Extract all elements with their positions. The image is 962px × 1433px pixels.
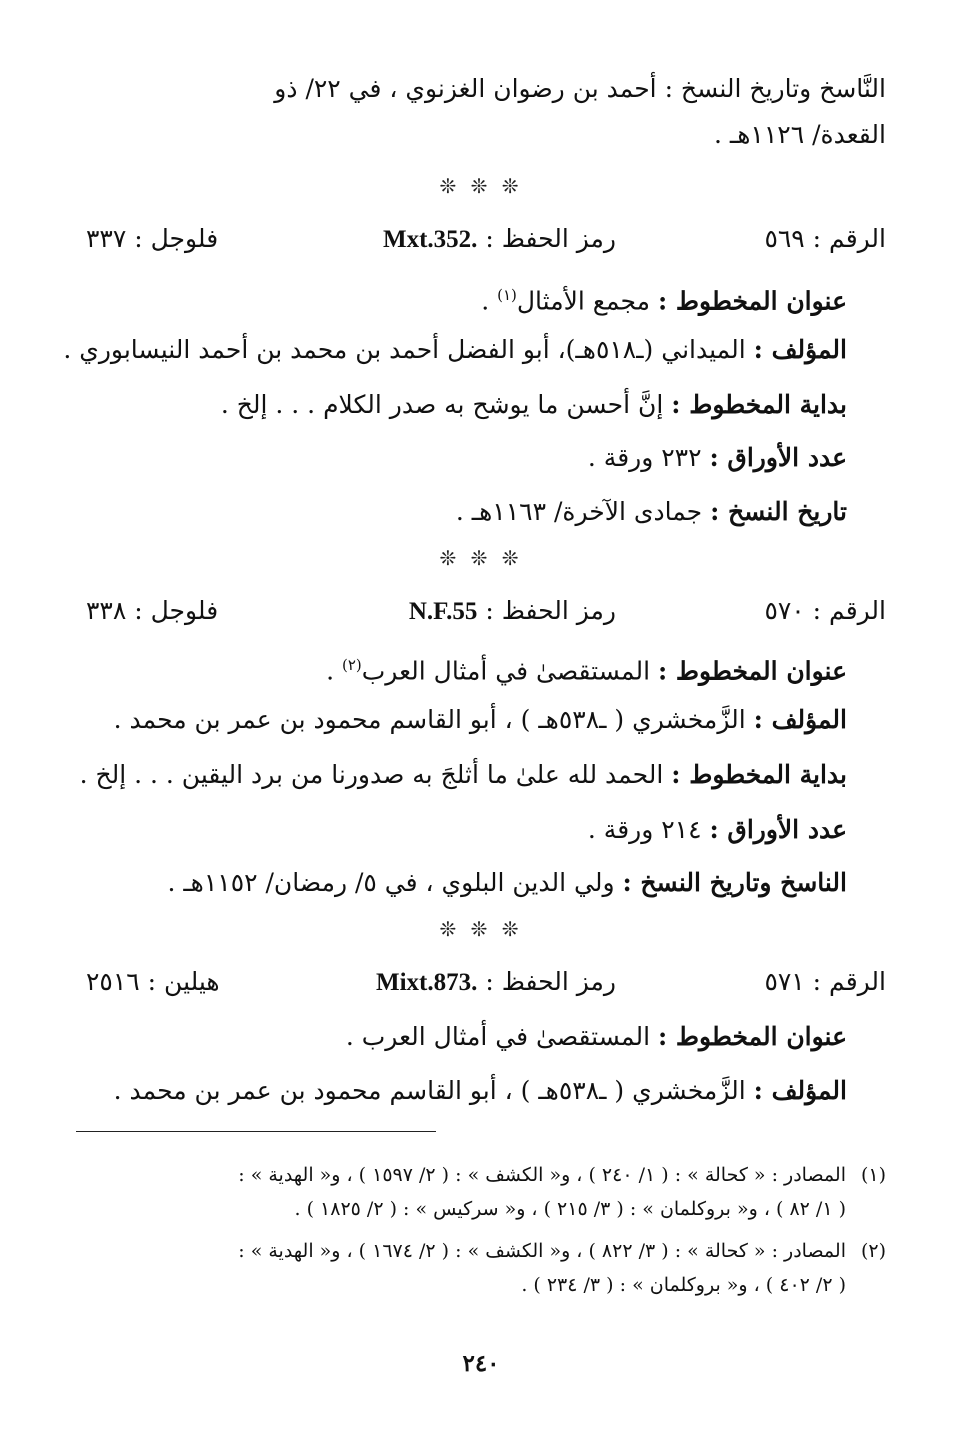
entry-number: الرقم : ٥٧٠ [764,596,886,625]
title-label: عنوان المخطوط : [657,656,847,686]
start-value: إنَّ أحسن ما يوشح به صدر الكلام . . . إلخ . [220,390,664,419]
author-line [114,705,847,735]
title-value: المستقصىٰ في أمثال العرب . [345,1022,651,1051]
author-value: الزَّمخشري ( ـ٥٣٨هـ ) ، أبو القاسم محمود بن عمر بن محمد . [113,705,746,734]
shelf-mark [376,967,616,997]
title-label: عنوان المخطوط : [657,286,847,316]
title-line: عنوان المخطوط : المستقصىٰ في أمثال العرب$^{(٢)}$ . [326,656,847,686]
start-line [221,390,847,420]
shelf-label: رمز الحفظ : [485,596,616,625]
footnote-text: المصادر : « كحالة » : ( ٣/ ٨٢٢ ) ، و« الكشف » : ( ٢/ ١٦٧٤ ) ، و« الهدية » : [238,1240,846,1262]
top-copyist-line-1: النَّاسخ وتاريخ النسخ : أحمد بن رضوان الغزنوي ، في ٢٢/ ذو [274,74,886,103]
catalog-ref: فلوجل : ٣٣٧ [86,224,219,253]
title-value: المستقصىٰ في أمثال العرب [361,656,651,686]
author-line [114,1076,847,1106]
separator: ❊ ❊ ❊ [439,174,523,198]
copy-value: ولي الدين البلوي ، في ٥/ رمضان/ ١١٥٢هـ . [167,868,615,897]
leaves-line [588,815,847,845]
shelf-code: Mixt.873. [376,969,478,996]
separator: ❊ ❊ ❊ [439,917,523,941]
footnote-line [90,1158,886,1192]
footnote-2 [90,1234,886,1302]
footnote-ref: (٢) [341,656,362,674]
footnote-line [90,1234,886,1268]
page-number: ٢٤٠ [462,1350,500,1377]
copy-label: تاريخ النسخ : [710,497,847,526]
shelf-mark [383,224,616,254]
footnote-text: المصادر : « كحالة » : ( ١/ ٢٤٠ ) ، و« الكشف » : ( ٢/ ١٥٩٧ ) ، و« الهدية » : [238,1164,846,1186]
entry-number: الرقم : ٥٧١ [764,967,886,996]
leaves-value: ٢٣٢ ورقة . [587,443,702,472]
footnote-1 [90,1158,886,1226]
author-value: الميداني (ـ٥١٨هـ)، أبو الفضل أحمد بن محمد بن أحمد النيسابوري . [63,335,746,364]
start-value: الحمد لله علىٰ ما أثلجَ به صدورنا من برد اليقين . . . إلخ . [79,760,664,789]
catalog-ref: فلوجل : ٣٣٨ [86,596,219,625]
top-copyist-line-2: القعدة/ ١١٢٦هـ . [714,120,886,149]
author-line [63,335,847,365]
footnote-ref: (١) [497,286,517,304]
shelf-code: N.F.55 [408,598,478,625]
copy-date-line [456,497,847,527]
footnote-line: ( ١/ ٨٢ ) ، و« بروكلمان » : ( ٣/ ٢١٥ ) ، و« سركيس » : ( ٢/ ١٨٢٥ ) . [294,1198,846,1220]
footnote-number: (١) [860,1164,886,1186]
shelf-mark [409,596,616,626]
copy-label: الناسخ وتاريخ النسخ : [622,868,847,897]
shelf-label: رمز الحفظ : [485,967,616,996]
entry-header [76,596,886,628]
leaves-line [588,443,847,473]
leaves-value: ٢١٤ ورقة . [587,815,702,844]
leaves-label: عدد الأوراق : [709,815,847,844]
start-label: بداية المخطوط : [671,390,847,419]
entry-header [76,224,886,256]
copyist-line [167,868,847,898]
author-label: المؤلف : [753,705,847,734]
footnote-line: ( ٢/ ٤٠٢ ) ، و« بروكلمان » : ( ٣/ ٢٣٤ ) . [521,1274,846,1296]
leaves-label: عدد الأوراق : [709,443,847,472]
entry-number: الرقم : ٥٦٩ [764,224,886,253]
title-label: عنوان المخطوط : [657,1022,847,1051]
separator: ❊ ❊ ❊ [439,546,523,570]
footnote-rule [76,1131,436,1132]
title-line [346,1022,847,1052]
footnote-number: (٢) [860,1240,886,1262]
shelf-code: Mxt.352. [382,226,478,253]
entry-header [76,967,886,999]
author-value: الزَّمخشري ( ـ٥٣٨هـ ) ، أبو القاسم محمود بن عمر بن محمد . [113,1076,746,1105]
author-label: المؤلف : [753,335,847,364]
start-line [80,760,847,790]
copy-value: جمادى الآخرة/ ١١٦٣هـ . [455,497,703,526]
catalog-ref: هيلين : ٢٥١٦ [86,967,220,996]
title-value: مجمع الأمثال [516,286,651,316]
author-label: المؤلف : [753,1076,847,1105]
start-label: بداية المخطوط : [671,760,847,789]
shelf-label: رمز الحفظ : [485,224,616,253]
title-line: عنوان المخطوط : مجمع الأمثال$^{(١)}$ . [481,286,847,316]
